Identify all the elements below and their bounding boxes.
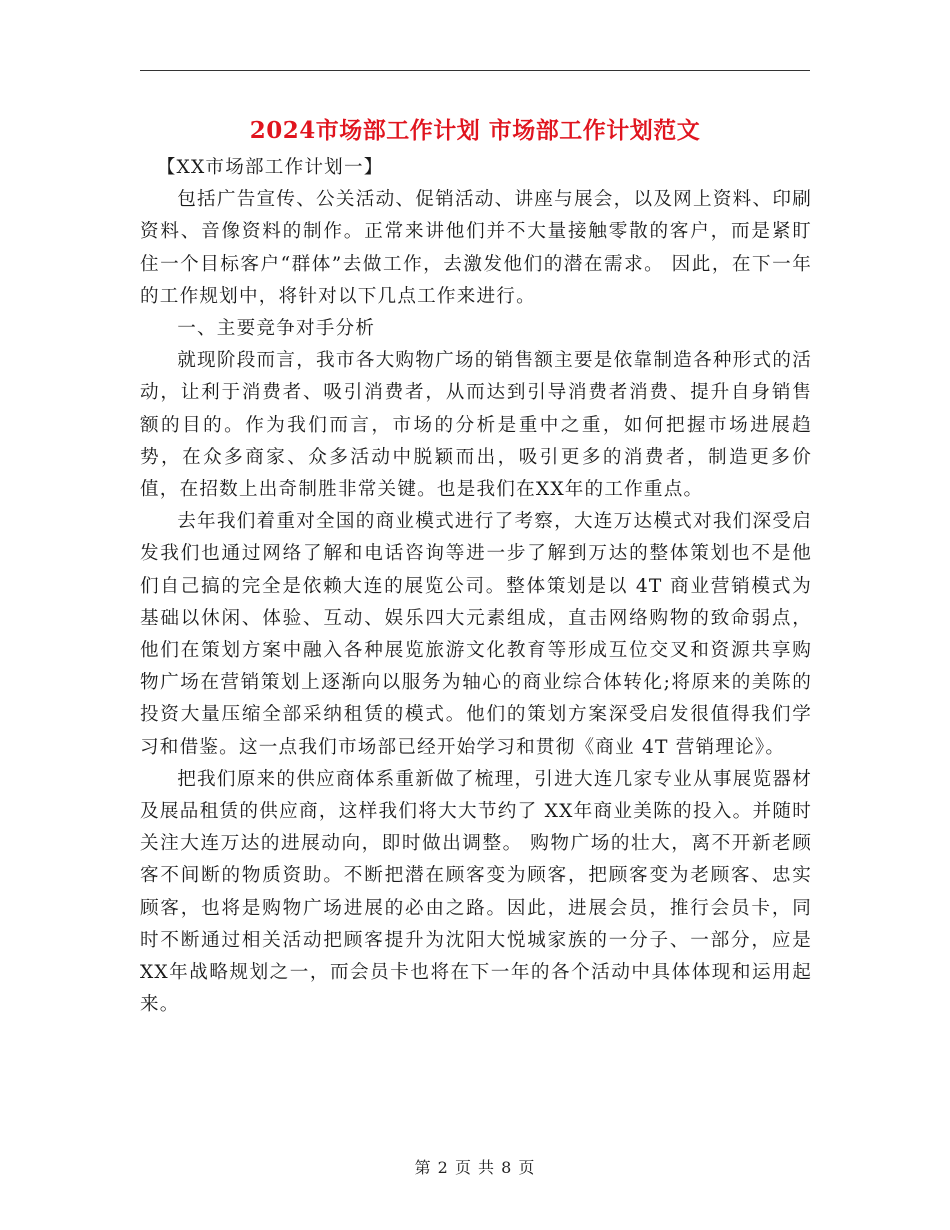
section-label: 【XX市场部工作计划一】 (156, 157, 384, 178)
paragraph-market-analysis: 就现阶段而言，我市各大购物广场的销售额主要是依靠制造各种形式的活动，让利于消费者、吸引消费者，从而达到引导消费者消费、提升自身销售额的目的。作为我们而言，市场的分析是重中之重，如何把握市场进展趋势，在众多商家、众多活动中脱颖而出，吸引更多的消费者，制造更多价值，在招数上出奇制胜非常关键。也是我们在XX年的工作重点。 (140, 350, 812, 501)
document-body (140, 152, 812, 1021)
section-heading-competitor-analysis: 一、主要竞争对手分析 (177, 318, 376, 340)
paragraph-intro: 包括广告宣传、公关活动、促销活动、讲座与展会，以及网上资料、印刷资料、音像资料的制作。正常来讲他们并不大量接触零散的客户，而是紧盯住一个目标客户“群体”去做工作，去激发他们的潜在需求。 因此，在下一年的工作规划中，将针对以下几点工作来进行。 (140, 189, 812, 307)
paragraph-wanda-model: 去年我们着重对全国的商业模式进行了考察，大连万达模式对我们深受启发我们也通过网络了解和电话咨询等进一步了解到万达的整体策划也不是他们自己搞的完全是依赖大连的展览公司。整体策划是以 4T 商业营销模式为基础以休闲、体验、互动、娱乐四大元素组成，直击网络购物的致命弱点，他们在策划方案中融入各种展览旅游文化教育等形成互位交叉和资源共享购物广场在营销策划上逐渐向以服务为轴心的商业综合体转化;将原来的美陈的投资大量压缩全部采纳租赁的模式。他们的策划方案深受启发很值得我们学习和借鉴。这一点我们市场部已经开始学习和贯彻《商业 4T 营销理论》。 (140, 511, 812, 758)
page-indicator: 第 2 页 共 8 页 (414, 1158, 536, 1177)
header-rule (140, 70, 810, 71)
paragraph-supplier-membership: 把我们原来的供应商体系重新做了梳理，引进大连几家专业从事展览器材及展品租赁的供应商，这样我们将大大节约了 XX年商业美陈的投入。并随时关注大连万达的进展动向，即时做出调整。 购物广场的壮大，离不开新老顾客不间断的物质资助。不断把潜在顾客变为顾客，把顾客变为老顾客、忠实顾客，也将是购物广场进展的必由之路。因此，进展会员，推行会员卡，同时不断通过相关活动把顾客提升为沈阳大悦城家族的一分子、一部分，应是XX年战略规划之一，而会员卡也将在下一年的各个活动中具体体现和运用起来。 (140, 768, 812, 1016)
document-title: 2024市场部工作计划 市场部工作计划范文 (249, 117, 701, 144)
